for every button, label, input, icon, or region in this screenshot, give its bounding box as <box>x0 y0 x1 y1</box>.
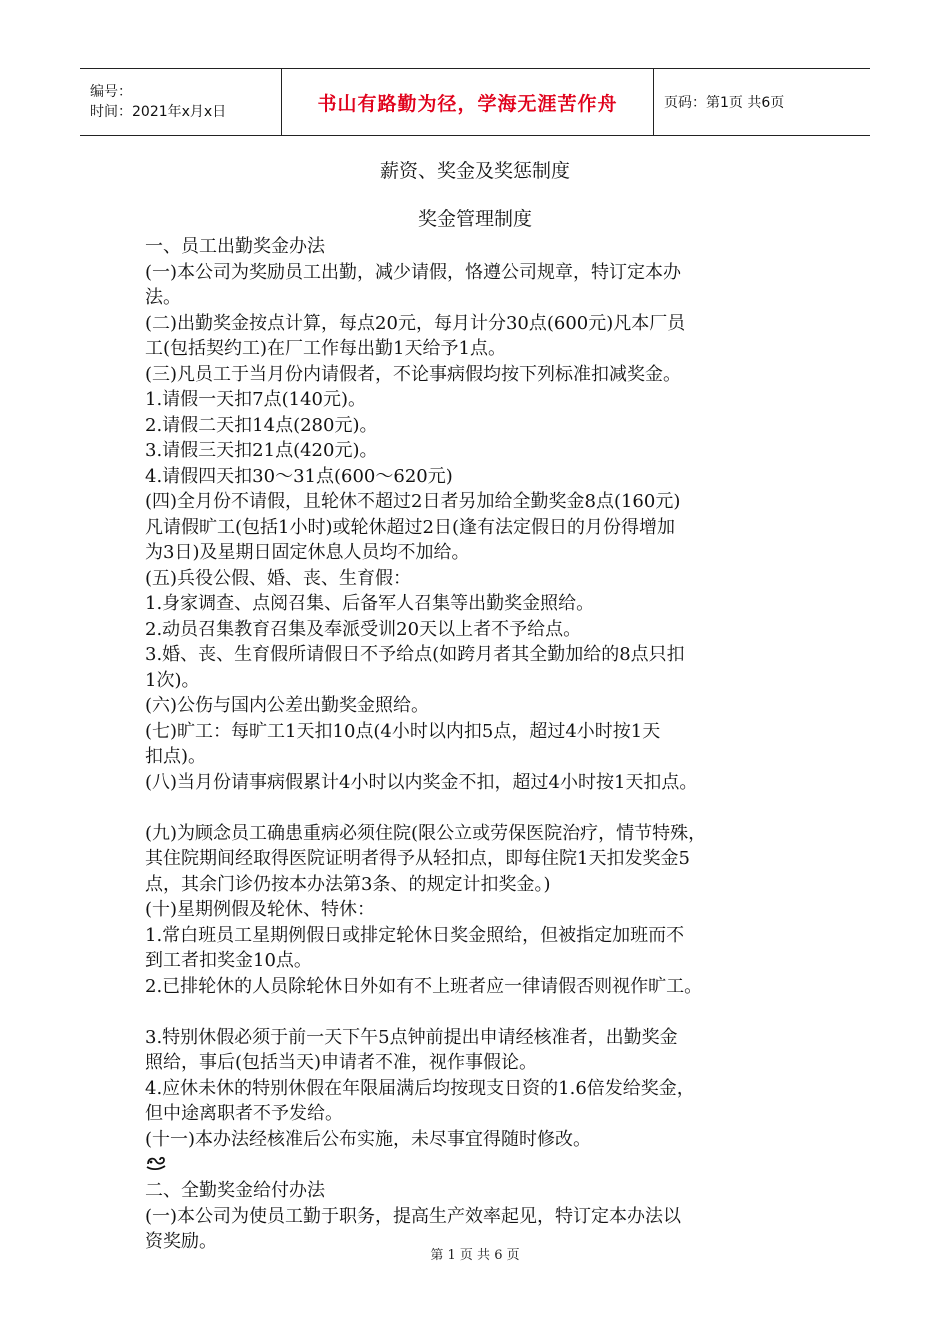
body-line: 3.特别休假必须于前一天下午5点钟前提出申请经核准者，出勤奖金 <box>145 1026 678 1048</box>
body-line: 点，其余门诊仍按本办法第3条、的规定计扣奖金。) <box>145 873 551 895</box>
body-line: (十一)本办法经核准后公布实施，未尽事宜得随时修改。 <box>145 1128 592 1150</box>
body-line: 为3日)及星期日固定休息人员均不加给。 <box>145 542 470 563</box>
body-line: 到工者扣奖金10点。 <box>145 950 312 971</box>
body-line: 其住院期间经取得医院证明者得予从轻扣点，即每住院1天扣发奖金5 <box>145 848 690 869</box>
body-line: 3.请假三天扣21点(420元)。 <box>145 440 378 461</box>
document-subtitle: 奖金管理制度 <box>417 208 532 230</box>
body-line: 1.常白班员工星期例假日或排定轮休日奖金照给，但被指定加班而不 <box>145 924 685 946</box>
body-line: 4.请假四天扣30～31点(600～620元) <box>145 465 453 487</box>
body-line: (四)全月份不请假，且轮休不超过2日者另加给全勤奖金8点(160元) <box>145 491 681 512</box>
flourish-ornament-icon <box>145 1152 825 1178</box>
page-footer: 第 1 页 共 6 页 <box>430 1248 520 1263</box>
header-meta <box>80 69 282 135</box>
body-line: 1.身家调查、点阅召集、后备军人召集等出勤奖金照给。 <box>145 593 595 614</box>
document-body <box>145 234 825 1255</box>
body-line: (九)为顾念员工确患重病必须住院(限公立或劳保医院治疗，情节特殊， <box>145 822 707 844</box>
motto-text: 书山有路勤为径，学海无涯苦作舟 <box>317 92 618 115</box>
body-line: (五)兵役公假、婚、丧、生育假： <box>145 567 412 589</box>
body-line: (六)公伤与国内公差出勤奖金照给。 <box>145 695 430 716</box>
body-line: 资奖励。 <box>145 1231 217 1252</box>
body-line: 工(包括契约工)在厂工作每出勤1天给予1点。 <box>145 338 506 359</box>
body-line: (一)本公司为使员工勤于职务，提高生产效率起见，特订定本办法以 <box>145 1205 682 1227</box>
body-line: 照给，事后(包括当天)申请者不准，视作事假论。 <box>145 1052 538 1073</box>
page-header <box>80 68 870 136</box>
body-line: (二)出勤奖金按点计算，每点20元，每月计分30点(600元)凡本厂员 <box>145 312 686 334</box>
body-line: (八)当月份请事病假累计4小时以内奖金不扣，超过4小时按1天扣点。 <box>145 771 698 793</box>
header-motto <box>282 69 654 135</box>
body-line: (七)旷工：每旷工1天扣10点(4小时以内扣5点，超过4小时按1天 <box>145 720 661 742</box>
number-label: 编号： <box>90 84 132 100</box>
body-line: 3.婚、丧、生育假所请假日不予给点(如跨月者其全勤加给的8点只扣 <box>145 644 685 665</box>
body-line: 但中途离职者不予发给。 <box>145 1103 343 1124</box>
body-line: 2.动员召集教育召集及奉派受训20天以上者不予给点。 <box>145 618 582 640</box>
body-line: (十)星期例假及轮休、特休： <box>145 899 376 920</box>
body-line: 4.应休未休的特别休假在年限届满后均按现支日资的1.6倍发给奖金， <box>145 1077 695 1099</box>
blank-line <box>145 999 825 1025</box>
body-line: 2.已排轮休的人员除轮休日外如有不上班者应一律请假否则视作旷工。 <box>145 975 703 997</box>
body-line: 1次)。 <box>145 669 200 691</box>
page-info-text: 页码：第1页 共6页 <box>664 95 785 111</box>
header-page-info <box>654 69 870 135</box>
body-lines <box>145 234 825 1152</box>
blank-line <box>145 795 825 821</box>
body-line: 扣点)。 <box>145 746 207 767</box>
body-line: 二、全勤奖金给付办法 <box>145 1180 325 1201</box>
body-line: 2.请假二天扣14点(280元)。 <box>145 414 378 436</box>
body-line: (一)本公司为奖励员工出勤，减少请假，恪遵公司规章，特订定本办 <box>145 261 682 283</box>
body-line: 凡请假旷工(包括1小时)或轮休超过2日(逢有法定假日的月份得增加 <box>145 516 675 538</box>
body-line: (三)凡员工于当月份内请假者，不论事病假均按下列标准扣减奖金。 <box>145 363 682 385</box>
date-label: 时间：2021年x月x日 <box>90 104 227 120</box>
body-line: 法。 <box>145 287 181 308</box>
body-line: 一、员工出勤奖金办法 <box>145 236 325 257</box>
body-line: 1.请假一天扣7点(140元)。 <box>145 389 367 410</box>
document-title: 薪资、奖金及奖惩制度 <box>379 160 570 182</box>
